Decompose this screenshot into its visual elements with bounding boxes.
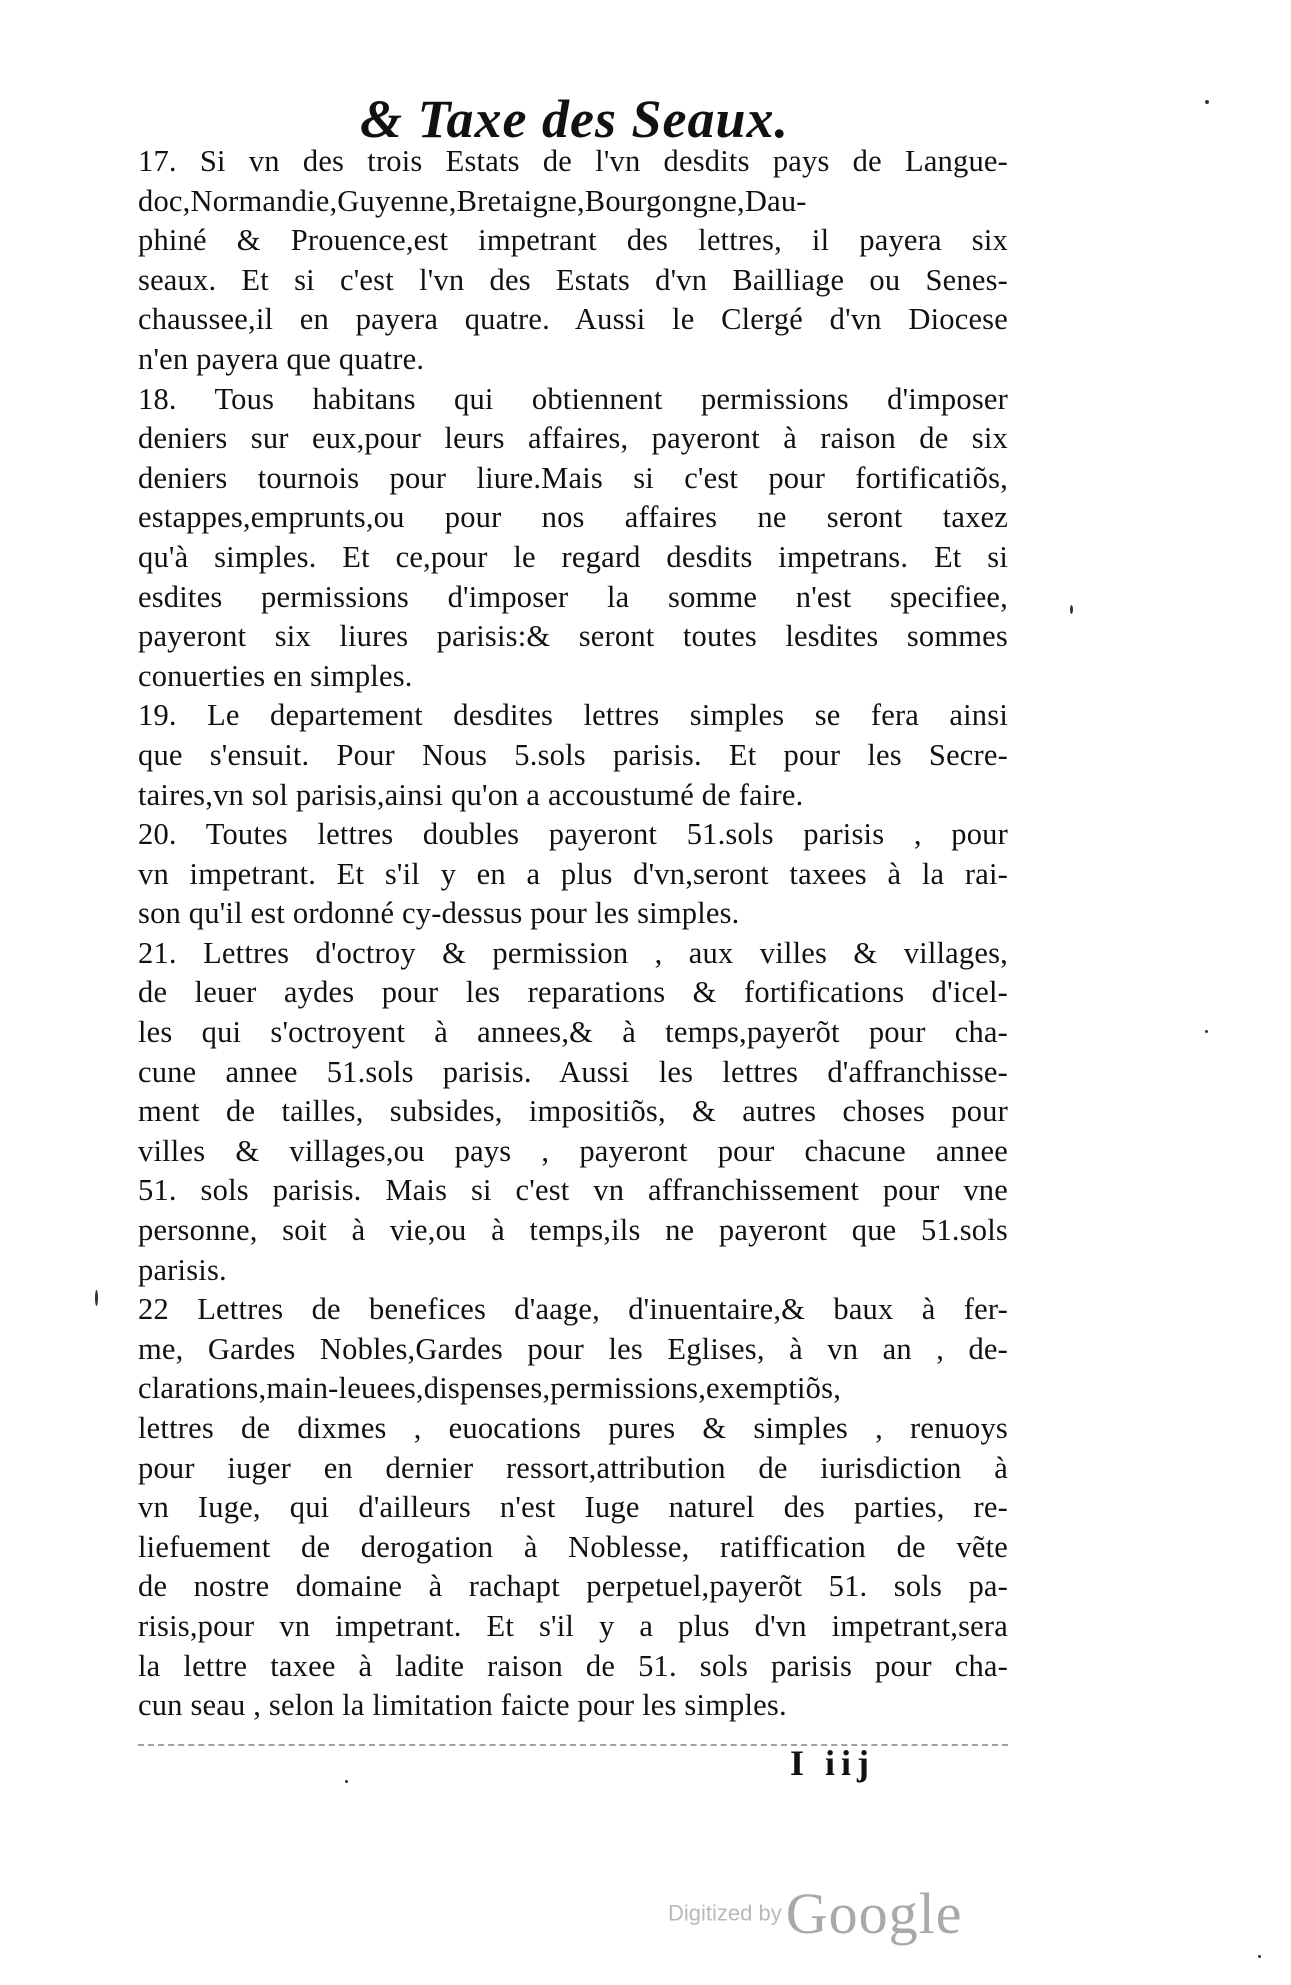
text-line: personne, soit à vie,ou à temps,ils ne payeront que 51.sols	[138, 1213, 1008, 1248]
watermark-small-text: Digitized by	[668, 1900, 782, 1926]
text-line: 17. Si vn des trois Estats de l'vn desdits pays de Langue-	[138, 144, 1008, 178]
text-line: pour iuger en dernier ressort,attribution de iurisdiction à	[138, 1450, 1008, 1485]
body-text	[138, 142, 1008, 1726]
text-line: vn Iuge, qui d'ailleurs n'est Iuge naturel des parties, re-	[138, 1490, 1008, 1525]
text-line: villes & villages,ou pays , payeront pour chacune annee	[138, 1133, 1008, 1168]
ink-speck	[1258, 1955, 1261, 1958]
text-line: seaux. Et si c'est l'vn des Estats d'vn Bailliage ou Senes-	[138, 262, 1008, 297]
text-line: son qu'il est ordonné cy-dessus pour les simples.	[138, 896, 740, 931]
text-line: 22 Lettres de benefices d'aage, d'inuentaire,& baux à fer-	[138, 1292, 1008, 1327]
text-line: cune annee 51.sols parisis. Aussi les lettres d'affranchisse-	[138, 1054, 1008, 1089]
text-line: conuerties en simples.	[138, 658, 413, 693]
text-line: 21. Lettres d'octroy & permission , aux villes & villages,	[138, 935, 1008, 970]
text-line: de nostre domaine à rachapt perpetuel,payerõt 51. sols pa-	[138, 1569, 1008, 1604]
text-line: payeront six liures parisis:& seront toutes lesdites sommes	[138, 619, 1008, 654]
text-line: doc,Normandie,Guyenne,Bretaigne,Bourgongne,Dau-	[138, 183, 807, 218]
text-line: n'en payera que quatre.	[138, 341, 425, 376]
signature-mark: I iij	[790, 1743, 876, 1783]
text-line: lettres de dixmes , euocations pures & simples , renuoys	[138, 1411, 1008, 1445]
text-line: 20. Toutes lettres doubles payeront 51.sols parisis , pour	[138, 817, 1008, 852]
text-line: 19. Le departement desdites lettres simples se fera ainsi	[138, 698, 1008, 733]
text-line: chaussee,il en payera quatre. Aussi le Clergé d'vn Diocese	[138, 302, 1008, 337]
text-line: deniers sur eux,pour leurs affaires, payeront à raison de six	[138, 421, 1008, 456]
text-line: risis,pour vn impetrant. Et s'il y a plus d'vn impetrant,sera	[138, 1608, 1008, 1643]
text-line: que s'ensuit. Pour Nous 5.sols parisis. Et pour les Secre-	[138, 737, 1008, 772]
digitized-by-google-watermark	[668, 1880, 962, 1947]
running-head: & Taxe des Seaux.	[360, 89, 790, 149]
text-line: les qui s'octroyent à annees,& à temps,payerõt pour cha-	[138, 1015, 1008, 1050]
text-line: ment de tailles, subsides, impositiõs, & autres choses pour	[138, 1094, 1008, 1129]
ink-speck	[1205, 100, 1209, 104]
text-line: vn impetrant. Et s'il y en a plus d'vn,seront taxees à la rai-	[138, 856, 1008, 891]
text-line: deniers tournois pour liure.Mais si c'est pour fortificatiõs,	[138, 460, 1008, 495]
ink-speck	[1070, 605, 1073, 614]
text-line: parisis.	[138, 1252, 227, 1287]
text-line: esdites permissions d'imposer la somme n'est specifiee,	[138, 579, 1008, 614]
text-line: cun seau , selon la limitation faicte pour les simples.	[138, 1688, 787, 1723]
text-line: taires,vn sol parisis,ainsi qu'on a accoustumé de faire.	[138, 777, 804, 812]
text-line: estappes,emprunts,ou pour nos affaires ne seront taxez	[138, 500, 1008, 535]
text-line: phiné & Prouence,est impetrant des lettres, il payera six	[138, 223, 1008, 258]
text-line: 51. sols parisis. Mais si c'est vn affranchissement pour vne	[138, 1173, 1008, 1208]
google-logo: Google	[785, 1881, 963, 1946]
text-line: clarations,main-leuees,dispenses,permissions,exemptiõs,	[138, 1371, 842, 1406]
ink-speck	[95, 1290, 98, 1306]
bottom-dashed-rule	[138, 1744, 1008, 1746]
text-line: me, Gardes Nobles,Gardes pour les Eglises, à vn an , de-	[138, 1331, 1008, 1366]
text-line: liefuement de derogation à Noblesse, ratiffication de vẽte	[138, 1529, 1008, 1564]
ink-speck	[1205, 1030, 1208, 1033]
text-line: de leuer aydes pour les reparations & fortifications d'icel-	[138, 975, 1008, 1010]
text-line: 18. Tous habitans qui obtiennent permissions d'imposer	[138, 381, 1008, 416]
ink-speck	[345, 1780, 348, 1783]
text-line: la lettre taxee à ladite raison de 51. sols parisis pour cha-	[138, 1648, 1008, 1683]
text-line: qu'à simples. Et ce,pour le regard desdits impetrans. Et si	[138, 539, 1008, 574]
